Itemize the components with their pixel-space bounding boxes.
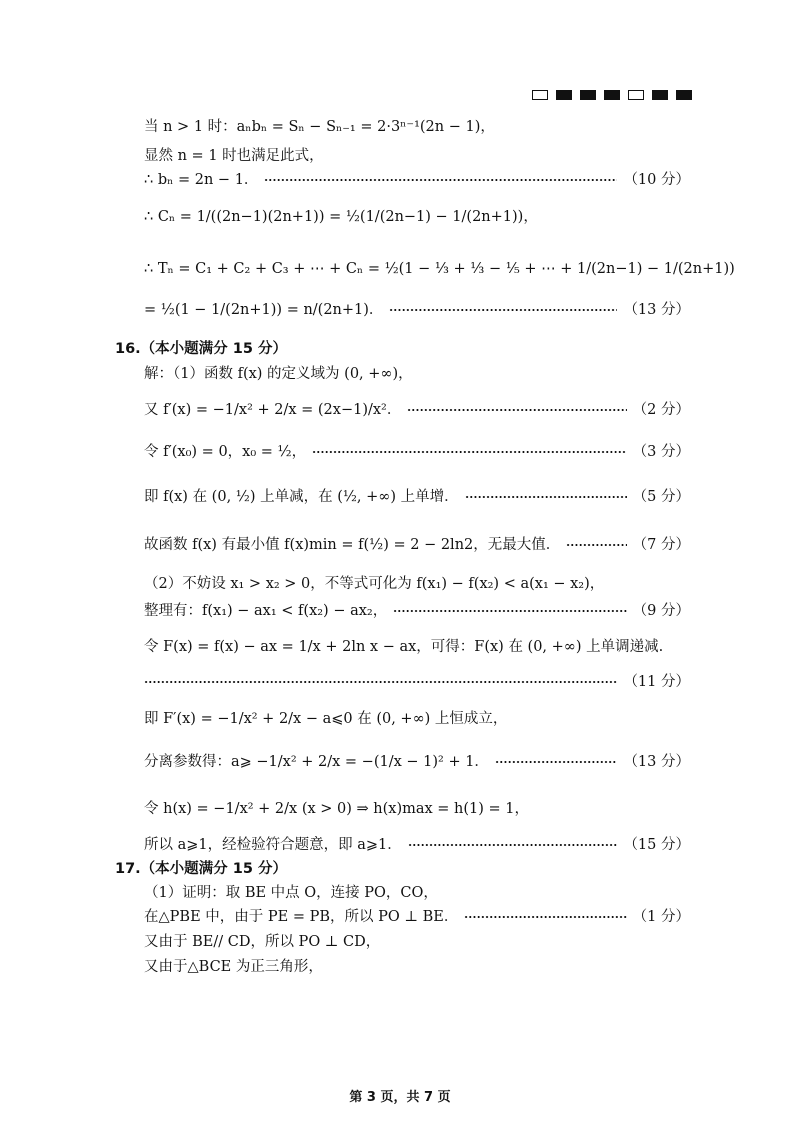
filled-square-icon — [652, 90, 668, 100]
q16-line-1 — [144, 367, 690, 382]
q16-line-13 — [144, 838, 690, 853]
question-17-title — [115, 862, 690, 877]
q16-line-4 — [144, 490, 690, 505]
q16-line-12 — [144, 802, 690, 817]
q16-line-6 — [144, 577, 690, 592]
section-title: 17.（本小题满分 15 分） — [115, 861, 287, 877]
q16-line-7 — [144, 604, 690, 619]
q16-line-10 — [144, 712, 690, 727]
filled-square-icon — [556, 90, 572, 100]
score-label: （11 分） — [623, 674, 690, 690]
leader-dots — [495, 761, 618, 763]
line-text: 令 h(x) = −1/x² + 2/x (x > 0) ⇒ h(x)max = h(1) = 1， — [144, 801, 530, 817]
q17-line-4 — [144, 960, 690, 975]
header-marker-squares — [532, 90, 692, 100]
line-text: 令 f′(x₀) = 0，x₀ = ½， — [144, 444, 307, 460]
leader-dots — [264, 179, 617, 181]
score-label: （2 分） — [632, 402, 690, 418]
line-text: ∴ bₙ = 2n − 1． — [144, 172, 259, 188]
leader-dots — [464, 916, 626, 918]
line-text: 整理有：f(x₁) − ax₁ < f(x₂) − ax₂， — [144, 603, 388, 619]
q17-line-3 — [144, 935, 690, 950]
hollow-square-icon — [628, 90, 644, 100]
leader-dots — [389, 309, 617, 311]
line-text: 令 F(x) = f(x) − ax = 1/x + 2ln x − ax，可得：F(x) 在 (0, +∞) 上单调递减. — [144, 639, 664, 655]
hollow-square-icon — [532, 90, 548, 100]
q16-line-11 — [144, 755, 690, 770]
score-label: （1 分） — [632, 909, 690, 925]
line-text: ∴ Tₙ = C₁ + C₂ + C₃ + ⋯ + Cₙ = ½(1 − ⅓ + ⅓ − ⅕ + ⋯ + 1/(2n−1) − 1/(2n+1)) — [144, 261, 735, 277]
line-5 — [144, 261, 735, 277]
filled-square-icon — [676, 90, 692, 100]
leader-dots — [393, 610, 626, 612]
score-label: （13 分） — [623, 754, 690, 770]
leader-dots — [408, 844, 618, 846]
line-text: 即 F′(x) = −1/x² + 2/x − a⩽0 在 (0, +∞) 上恒成立， — [144, 711, 508, 727]
line-text: 故函数 f(x) 有最小值 f(x)min = f(½) = 2 − 2ln2，无最大值． — [144, 537, 561, 553]
filled-square-icon — [604, 90, 620, 100]
score-label: （9 分） — [632, 603, 690, 619]
q17-line-1 — [144, 886, 690, 901]
line-text: 所以 a⩾1，经检验符合题意，即 a⩾1． — [144, 837, 402, 853]
line-text: 又由于 BE// CD，所以 PO ⊥ CD， — [144, 934, 381, 950]
q16-line-9 — [144, 675, 690, 690]
score-label: （3 分） — [632, 444, 690, 460]
leader-dots — [312, 451, 627, 453]
line-text: 当 n > 1 时：aₙbₙ = Sₙ − Sₙ₋₁ = 2·3ⁿ⁻¹(2n − 1)， — [144, 119, 495, 135]
score-label: （5 分） — [632, 489, 690, 505]
filled-square-icon — [580, 90, 596, 100]
leader-dots — [407, 409, 626, 411]
line-6 — [144, 303, 690, 318]
line-text: 显然 n = 1 时也满足此式， — [144, 148, 324, 164]
line-text: （2）不妨设 x₁ > x₂ > 0，不等式可化为 f(x₁) − f(x₂) < a(x₁ − x₂)， — [144, 576, 605, 592]
score-label: （10 分） — [623, 172, 690, 188]
page-footer: 第 3 页，共 7 页 — [349, 1090, 451, 1105]
line-4 — [144, 210, 690, 225]
q16-line-2 — [144, 403, 690, 418]
line-text: 又 f′(x) = −1/x² + 2/x = (2x−1)/x²． — [144, 402, 402, 418]
q17-line-2 — [144, 910, 690, 925]
line-text: （1）证明：取 BE 中点 O，连接 PO，CO， — [144, 885, 438, 901]
line-text: = ½(1 − 1/(2n+1)) = n/(2n+1)． — [144, 302, 384, 318]
score-label: （13 分） — [623, 302, 690, 318]
line-text: 即 f(x) 在 (0, ½) 上单减，在 (½, +∞) 上单增． — [144, 489, 459, 505]
line-text: ∴ Cₙ = 1/((2n−1)(2n+1)) = ½(1/(2n−1) − 1/(2n+1))， — [144, 209, 538, 225]
score-label: （15 分） — [623, 837, 690, 853]
leader-dots — [465, 496, 627, 498]
leader-dots — [566, 544, 626, 546]
line-2 — [144, 149, 690, 164]
q16-line-5 — [144, 538, 690, 553]
line-text: 又由于△BCE 为正三角形， — [144, 959, 323, 975]
q16-line-3 — [144, 445, 690, 460]
line-text: 解：（1）函数 f(x) 的定义域为 (0, +∞)， — [144, 366, 413, 382]
line-text: 分离参数得：a⩾ −1/x² + 2/x = −(1/x − 1)² + 1． — [144, 754, 489, 770]
q16-line-8 — [144, 640, 690, 655]
section-title: 16.（本小题满分 15 分） — [115, 341, 287, 357]
line-1 — [144, 120, 690, 135]
question-16-title — [115, 342, 690, 357]
leader-dots — [144, 681, 617, 683]
score-label: （7 分） — [632, 537, 690, 553]
line-3 — [144, 173, 690, 188]
line-text: 在△PBE 中，由于 PE = PB，所以 PO ⊥ BE． — [144, 909, 459, 925]
